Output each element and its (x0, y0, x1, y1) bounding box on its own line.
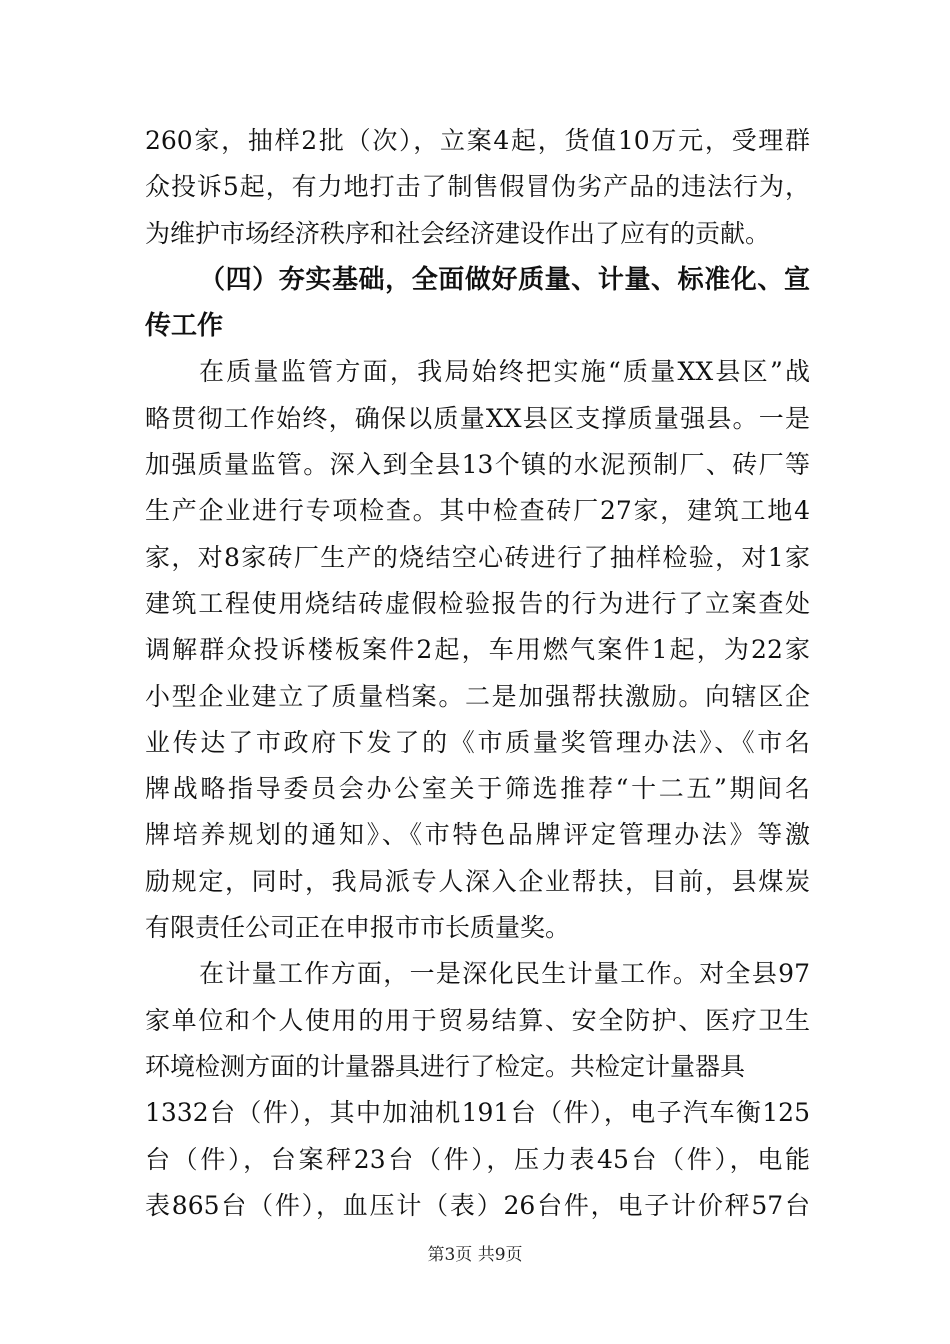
text-line: 表865台（件），血压计（表）26台件，电子计价秤57台 (145, 1190, 810, 1220)
text-line: 家单位和个人使用的用于贸易结算、安全防护、医疗卫生 (145, 1005, 810, 1035)
text-line: 牌战略指导委员会办公室关于筛选推荐“十二五”期间名 (145, 774, 810, 804)
text-line: 1332台（件），其中加油机191台（件），电子汽车衡125 (145, 1098, 810, 1128)
text-line: 调解群众投诉楼板案件2起，车用燃气案件1起，为22家 (145, 635, 810, 665)
text-line: 在质量监管方面，我局始终把实施“质量XX县区”战 (199, 357, 810, 387)
text-line: 业传达了市政府下发了的《市质量奖管理办法》、《市名 (145, 727, 810, 757)
text-line: 建筑工程使用烧结砖虚假检验报告的行为进行了立案查处 (145, 588, 810, 618)
text-line: 台（件），台案秤23台（件），压力表45台（件），电能 (145, 1144, 810, 1174)
text-line: 生产企业进行专项检查。其中检查砖厂27家，建筑工地4 (145, 496, 810, 526)
text-line: 有限责任公司正在申报市市长质量奖。 (145, 913, 571, 943)
text-line: 小型企业建立了质量档案。二是加强帮扶激励。向辖区企 (145, 681, 810, 711)
text-line: 为维护市场经济秩序和社会经济建设作出了应有的贡献。 (145, 218, 771, 248)
text-line: 牌培养规划的通知》、《市特色品牌评定管理办法》等激 (145, 820, 810, 850)
text-line: 略贯彻工作始终，确保以质量XX县区支撑质量强县。一是 (145, 403, 810, 433)
page-footer: 第3页 共9页 (427, 1245, 523, 1265)
section-heading: （四）夯实基础，全面做好质量、计量、标准化、宣 (199, 264, 810, 295)
text-line: 家，对8家砖厂生产的烧结空心砖进行了抽样检验，对1家 (145, 542, 810, 572)
section-heading: 传工作 (145, 311, 224, 342)
text-line: 在计量工作方面，一是深化民生计量工作。对全县97 (199, 959, 810, 989)
document-body (145, 118, 810, 1229)
text-line: 环境检测方面的计量器具进行了检定。共检定计量器具 (145, 1051, 746, 1081)
text-line: 260家，抽样2批（次），立案4起，货值10万元，受理群 (145, 126, 810, 155)
text-line: 众投诉5起，有力地打击了制售假冒伪劣产品的违法行为， (145, 172, 810, 202)
text-line: 加强质量监管。深入到全县13个镇的水泥预制厂、砖厂等 (145, 450, 810, 480)
text-line: 励规定，同时，我局派专人深入企业帮扶，目前，县煤炭 (145, 866, 810, 896)
